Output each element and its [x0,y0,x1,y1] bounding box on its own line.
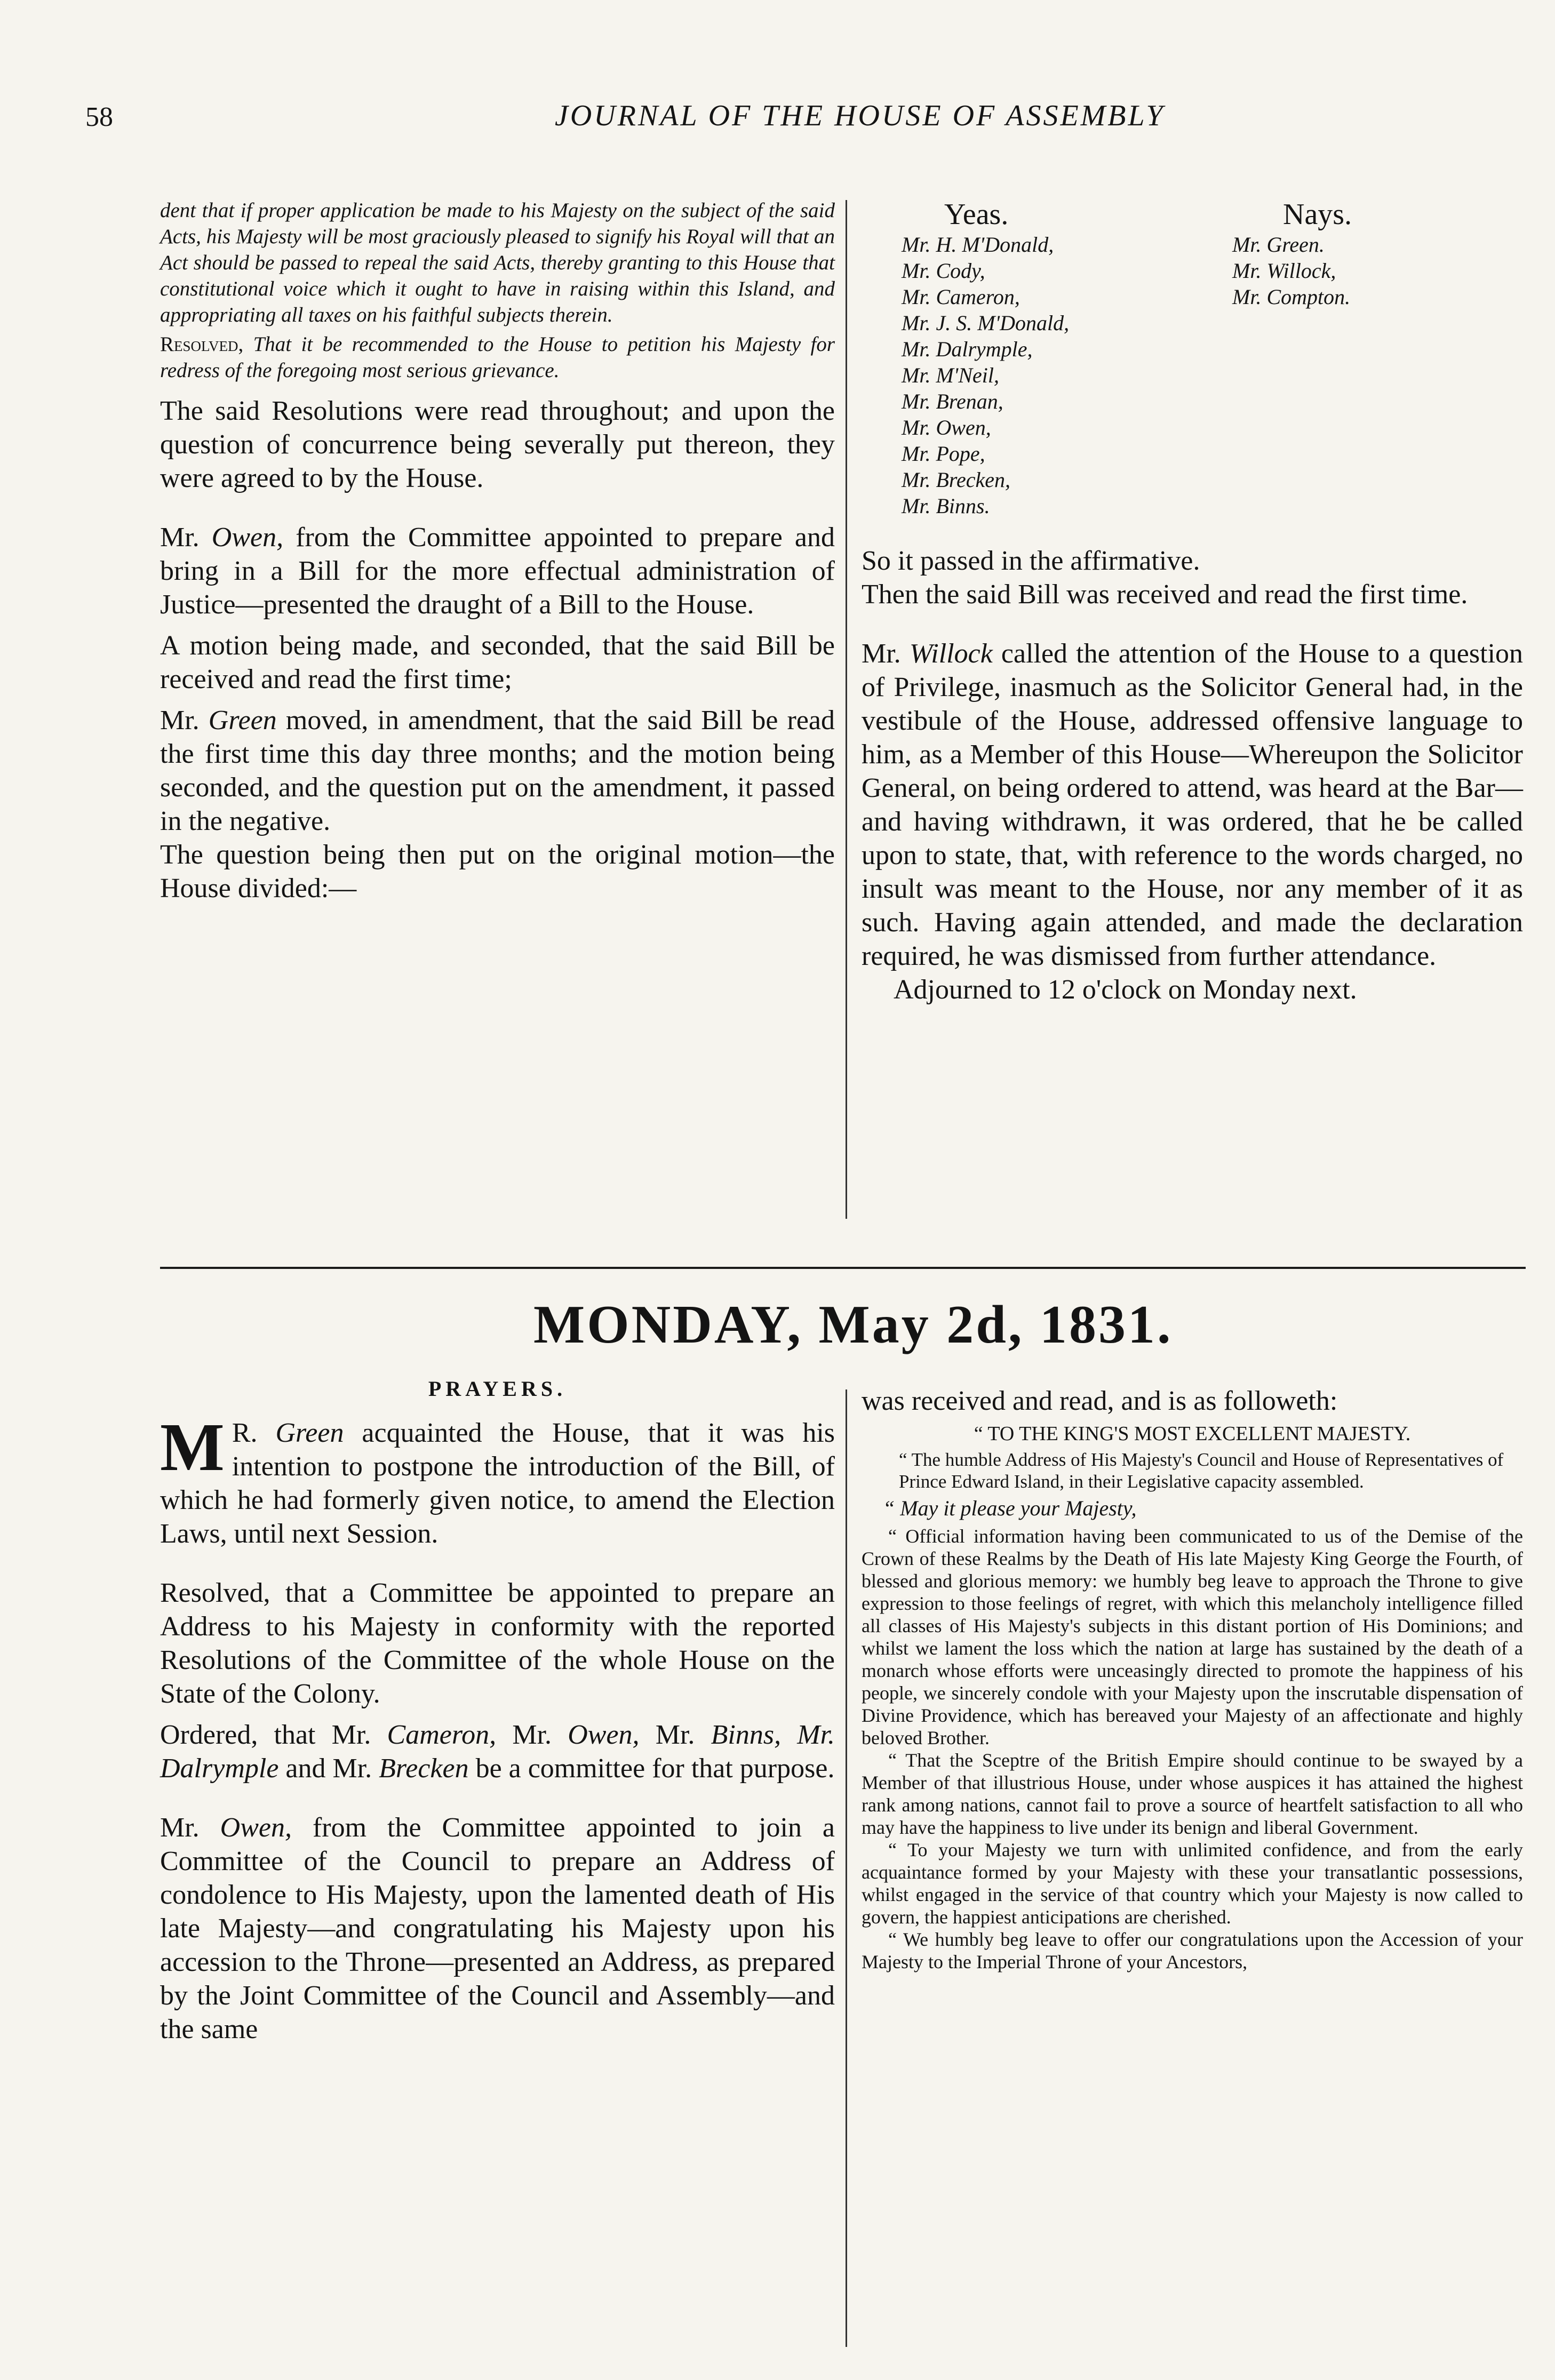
bottom-right-column [862,1384,1523,1973]
mr-label: Mr. [655,1720,695,1750]
yeas-column [902,197,1232,519]
address-paragraph: “ Official information having been communicated to us of the Demise of the Crown of these Realms by the Death of His late Majesty King George the Fourth, of blessed and glorious memory: we humbly beg leave to approach the Throne to give expression to those feelings of regret, with which this melancholy intelligence filled all classes of His Majesty's subjects in this distant portion of His Dominions; and whilst we lament the loss which the nation at large has sustained by the death of a monarch whose efforts were unceasingly directed to promote the happiness of his people, we sincerely condole with your Majesty upon the inscrutable dispensation of Divine Providence, which has bereaved your Majesty of an affectionate and highly beloved Brother. [862,1526,1523,1748]
willock-privilege-paragraph [862,637,1523,973]
ordered-lead: Ordered, that Mr. [160,1720,371,1750]
member-name: Mr. Dalrymple [160,1720,835,1784]
member-name: Owen, [211,522,284,553]
paragraph-text: be a committee for that purpose. [475,1753,835,1784]
address-salutation: “ May it please your Majesty, [883,1496,1137,1520]
yea-member: Mr. Pope, [902,442,985,466]
date-heading: MONDAY, May 2d, 1831. [533,1295,1173,1355]
owen-bill-paragraph [160,521,835,621]
r-label: R. [232,1418,258,1448]
mr-label: Mr. [160,705,200,736]
nay-member: Mr. Compton. [1232,285,1351,309]
top-right-column [862,544,1523,1007]
yea-member: Mr. Binns. [902,494,990,518]
paragraph-text: from the Committee appointed to join a Committee of the Council to prepare an Address of condolence to His Majesty, upon the lamented death of His late Majesty—and congratulating his Majesty upon his accession to the Throne—presented an Address, as prepared by the Joint Committee of the Council and Assembly—and the same [160,1812,835,2044]
green-postpone-paragraph [160,1409,835,1551]
resolved-committee-paragraph: Resolved, that a Committee be appointed to prepare an Address to his Majesty in conformity with the reported Resolutions of the Committee of the whole House on the State of the Colony. [160,1578,835,1709]
address-heading: “ TO THE KING'S MOST EXCELLENT MAJESTY. [974,1423,1411,1445]
mr-label: Mr. [160,1812,200,1843]
nay-member: Mr. Willock, [1232,259,1336,283]
prayers-heading: PRAYERS. [428,1377,567,1401]
address-subheading: “ The humble Address of His Majesty's Council and House of Representatives of Prince Edward Island, in their Legislative capacity assembled. [899,1449,1504,1492]
member-name: Green [275,1418,344,1448]
yeas-heading: Yeas. [944,198,1009,231]
yea-member: Mr. Brecken, [902,468,1010,492]
green-amendment-paragraph [160,704,835,838]
column-divider-top [846,200,847,1219]
bottom-left-column [160,1376,835,2046]
resolution-continued: dent that if proper application be made to his Majesty on the subject of the said Acts, his Majesty will be most graciously pleased to signify his Royal will that an Act should be passed to repeal the said Acts, thereby granting to this House that constitutional voice which it ought to have in raising within this Island, and appropriating all taxes on his faithful subjects therein. [160,199,835,326]
nays-column [1232,197,1499,310]
top-left-column [160,197,835,905]
mr-label: Mr. [160,522,200,553]
yea-member: Mr. Dalrymple, [902,337,1033,361]
member-name: Owen, [220,1812,292,1843]
drop-cap: M [160,1409,225,1485]
yea-member: Mr. Cameron, [902,285,1020,309]
ordered-committee-paragraph [160,1718,835,1785]
yea-member: Mr. H. M'Donald, [902,233,1054,257]
nay-member: Mr. Green. [1232,233,1325,257]
member-name: Brecken [379,1753,469,1784]
paragraph-text: from the Committee appointed to prepare and bring in a Bill for the more effectual administration of Justice—presented the draught of a Bill to the House. [160,522,835,620]
running-head: JOURNAL OF THE HOUSE OF ASSEMBLY [555,99,1165,132]
house-divided-paragraph: The question being then put on the original motion—the House divided:— [160,840,835,904]
received-line: was received and read, and is as followeth: [862,1386,1338,1416]
and-mr-label: and Mr. [285,1753,372,1784]
yea-member: Mr. Cody, [902,259,985,283]
yea-member: Mr. J. S. M'Donald, [902,311,1070,335]
resolved-label: Resolved, [160,333,244,356]
paragraph-text: called the attention of the House to a question of Privilege, inasmuch as the Solicitor General had, in the vestibule of the House, addressed offensive language to him, as a Member of this House—Whereupon the Solicitor General, on being ordered to attend, was heard at the Bar—and having withdrawn, it was ordered, that he be called upon to state, that, with reference to the words charged, no insult was meant to the House, nor any member of it as such. Having again attended, and made the declaration required, he was dismissed from further attendance. [862,638,1524,971]
address-paragraph: “ That the Sceptre of the British Empire should continue to be swayed by a Member of that illustrious House, under whose auspices it has attained the highest rank among nations, cannot fail to prove a source of heartfelt satisfaction to all who may have the happiness to live under its benign and liberal Government. [862,1750,1523,1838]
yea-member: Mr. Brenan, [902,389,1003,413]
page-number: 58 [85,102,113,132]
resolutions-read-paragraph: The said Resolutions were read throughout; and upon the question of concurrence being severally put thereon, they were agreed to by the House. [160,396,835,493]
resolved-paragraph [160,331,835,384]
yea-member: Mr. M'Neil, [902,363,999,387]
section-rule [160,1267,1526,1269]
member-name: Cameron, [387,1720,497,1750]
address-paragraph: “ To your Majesty we turn with unlimited confidence, and from the early acquaintance formed by your Majesty with these your transatlantic possessions, whilst engaged in the service of that country which your Majesty is now called to govern, the happiest anticipations are cherished. [862,1839,1523,1928]
address-paragraph: “ We humbly beg leave to offer our congratulations upon the Accession of your Majesty to the Imperial Throne of your Ancestors, [862,1929,1523,1972]
yea-member: Mr. Owen, [902,416,991,440]
affirmative-line: So it passed in the affirmative. [862,546,1200,576]
member-name: Willock [909,638,993,669]
paragraph-text: moved, in amendment, that the said Bill be read the first time this day three months; and the motion being seconded, and the question put on the amendment, it passed in the negative. [160,705,835,836]
member-name: Binns, [711,1720,782,1750]
bill-received-paragraph: Then the said Bill was received and read the first time. [862,579,1468,610]
member-name: Owen, [568,1720,640,1750]
owen-address-paragraph [160,1811,835,2046]
resolved-text: That it be recommended to the House to petition his Majesty for redress of the foregoing most serious grievance. [160,333,835,382]
motion-paragraph: A motion being made, and seconded, that the said Bill be received and read the first time; [160,630,835,694]
paragraph-text: acquainted the House, that it was his intention to postpone the introduction of the Bill, of which he had formerly given notice, to amend the Election Laws, until next Session. [160,1418,835,1549]
mr-label: Mr. [512,1720,552,1750]
mr-label: Mr. [862,638,901,669]
member-name: Green [208,705,277,736]
adjourned-line: Adjourned to 12 o'clock on Monday next. [894,975,1357,1005]
column-divider-bottom [846,1389,847,2347]
nays-heading: Nays. [1283,198,1352,231]
